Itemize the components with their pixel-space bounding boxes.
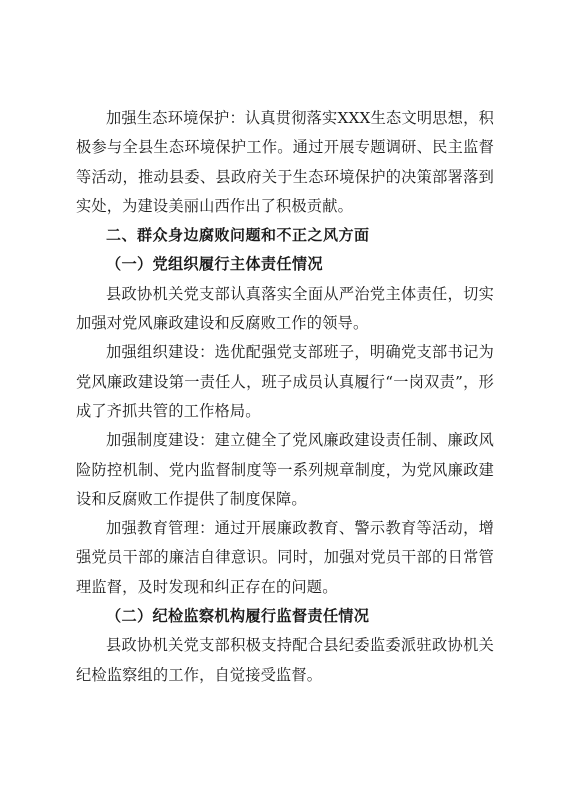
paragraph-system: 加强制度建设：建立健全了党风廉政建设责任制、廉政风险防控机制、党内监督制度等一系列规章制度，为党风廉政建设和反腐败工作提供了制度保障。 [76, 431, 494, 508]
paragraph-organization: 加强组织建设：选优配强党支部班子，明确党支部书记为党风廉政建设第一责任人，班子成员认真履行“一岗双责”，形成了齐抓共管的工作格局。 [76, 343, 494, 420]
paragraph-ecology: 加强生态环境保护：认真贯彻落实XXX生态文明思想，积极参与全县生态环境保护工作。通过开展专题调研、民主监督等活动，推动县委、县政府关于生态环境保护的决策部署落到实处，为建设美丽山西作出了积极贡献。 [76, 109, 494, 215]
paragraph-education: 加强教育管理：通过开展廉政教育、警示教育等活动，增强党员干部的廉洁自律意识。同时，加强对党员干部的日常管理监督，及时发现和纠正存在的问题。 [76, 519, 494, 596]
section-heading-2: 二、群众身边腐败问题和不正之风方面 [106, 226, 370, 245]
subsection-heading-1: （一）党组织履行主体责任情况 [106, 255, 323, 274]
paragraph-supervision: 县政协机关党支部积极支持配合县纪委监委派驻政协机关纪检监察组的工作，自觉接受监督。 [76, 636, 494, 684]
paragraph-party-branch: 县政协机关党支部认真落实全面从严治党主体责任，切实加强对党风廉政建设和反腐败工作的领导。 [76, 284, 494, 333]
subsection-heading-2: （二）纪检监察机构履行监督责任情况 [106, 607, 370, 626]
document-body [76, 104, 494, 690]
